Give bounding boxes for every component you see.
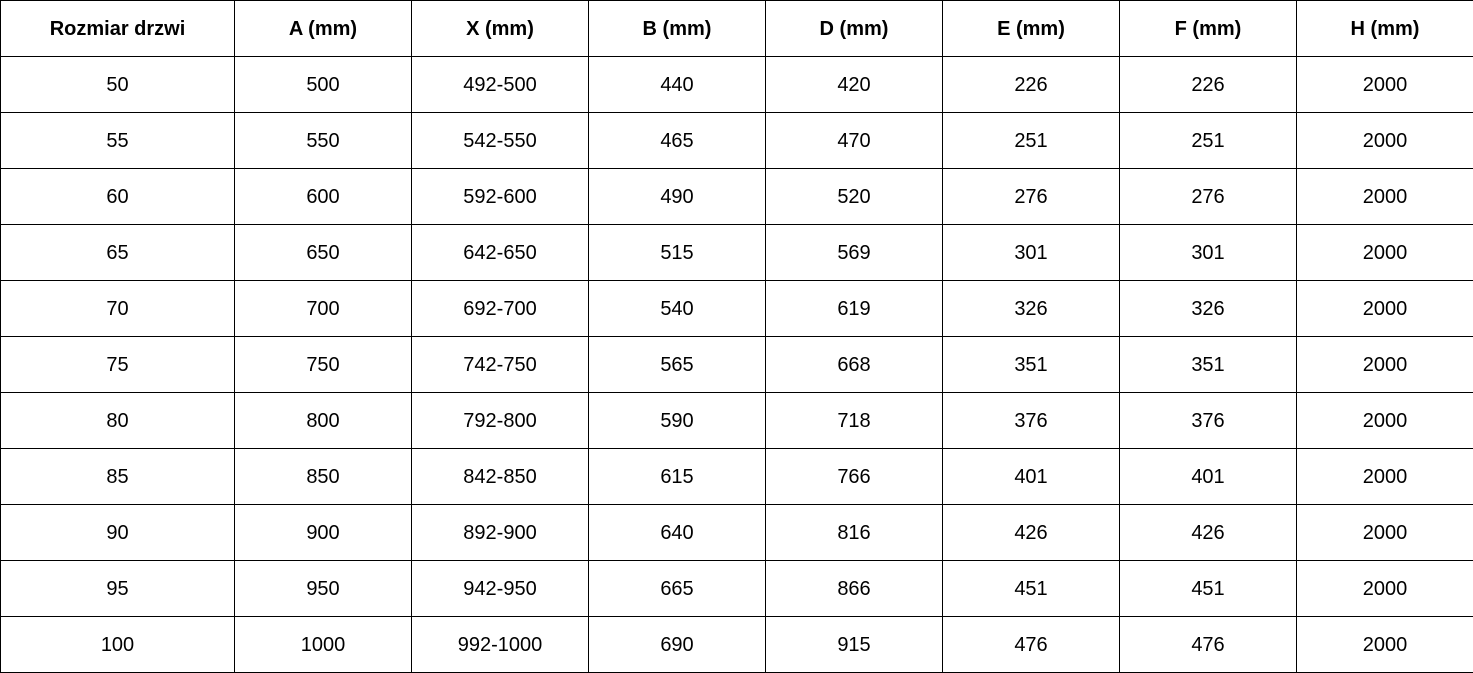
table-cell: 476 — [1120, 617, 1297, 673]
table-cell: 569 — [766, 225, 943, 281]
table-cell: 75 — [1, 337, 235, 393]
table-cell: 650 — [235, 225, 412, 281]
table-cell: 515 — [589, 225, 766, 281]
table-cell: 892-900 — [412, 505, 589, 561]
table-cell: 226 — [943, 57, 1120, 113]
table-cell: 376 — [943, 393, 1120, 449]
column-header: B (mm) — [589, 1, 766, 57]
table-cell: 401 — [1120, 449, 1297, 505]
table-cell: 590 — [589, 393, 766, 449]
table-cell: 816 — [766, 505, 943, 561]
table-cell: 2000 — [1297, 449, 1473, 505]
column-header: A (mm) — [235, 1, 412, 57]
header-row — [1, 1, 1473, 57]
table-cell: 2000 — [1297, 113, 1473, 169]
table-cell: 60 — [1, 169, 235, 225]
table-cell: 251 — [1120, 113, 1297, 169]
table-row — [1, 113, 1473, 169]
column-header: E (mm) — [943, 1, 1120, 57]
table-cell: 619 — [766, 281, 943, 337]
table-row — [1, 561, 1473, 617]
table-cell: 642-650 — [412, 225, 589, 281]
table-cell: 842-850 — [412, 449, 589, 505]
table-cell: 615 — [589, 449, 766, 505]
table-cell: 992-1000 — [412, 617, 589, 673]
table-cell: 550 — [235, 113, 412, 169]
table-body — [1, 57, 1473, 673]
table-cell: 251 — [943, 113, 1120, 169]
table-cell: 326 — [943, 281, 1120, 337]
table-cell: 718 — [766, 393, 943, 449]
table-cell: 476 — [943, 617, 1120, 673]
table-cell: 866 — [766, 561, 943, 617]
table-cell: 1000 — [235, 617, 412, 673]
table-cell: 426 — [943, 505, 1120, 561]
table-cell: 276 — [943, 169, 1120, 225]
table-row — [1, 225, 1473, 281]
table-cell: 351 — [1120, 337, 1297, 393]
table-cell: 692-700 — [412, 281, 589, 337]
table-cell: 690 — [589, 617, 766, 673]
table-cell: 301 — [943, 225, 1120, 281]
table-cell: 351 — [943, 337, 1120, 393]
table-cell: 451 — [943, 561, 1120, 617]
table-cell: 85 — [1, 449, 235, 505]
table-cell: 565 — [589, 337, 766, 393]
column-header: Rozmiar drzwi — [1, 1, 235, 57]
table-cell: 376 — [1120, 393, 1297, 449]
table-cell: 451 — [1120, 561, 1297, 617]
table-cell: 2000 — [1297, 393, 1473, 449]
table-cell: 2000 — [1297, 169, 1473, 225]
table-cell: 742-750 — [412, 337, 589, 393]
table-cell: 700 — [235, 281, 412, 337]
table-cell: 276 — [1120, 169, 1297, 225]
table-row — [1, 617, 1473, 673]
table-cell: 301 — [1120, 225, 1297, 281]
table-cell: 100 — [1, 617, 235, 673]
table-row — [1, 337, 1473, 393]
table-row — [1, 169, 1473, 225]
table-cell: 465 — [589, 113, 766, 169]
table-cell: 750 — [235, 337, 412, 393]
table-cell: 470 — [766, 113, 943, 169]
table-cell: 2000 — [1297, 337, 1473, 393]
table-cell: 900 — [235, 505, 412, 561]
table-cell: 420 — [766, 57, 943, 113]
table-row — [1, 393, 1473, 449]
table-cell: 2000 — [1297, 281, 1473, 337]
table-cell: 401 — [943, 449, 1120, 505]
table-cell: 792-800 — [412, 393, 589, 449]
table-cell: 800 — [235, 393, 412, 449]
table-cell: 540 — [589, 281, 766, 337]
table-cell: 490 — [589, 169, 766, 225]
table-cell: 766 — [766, 449, 943, 505]
table-cell: 440 — [589, 57, 766, 113]
table-row — [1, 57, 1473, 113]
table-cell: 600 — [235, 169, 412, 225]
column-header: F (mm) — [1120, 1, 1297, 57]
table-row — [1, 281, 1473, 337]
table-row — [1, 505, 1473, 561]
table-cell: 668 — [766, 337, 943, 393]
table-cell: 326 — [1120, 281, 1297, 337]
table-cell: 70 — [1, 281, 235, 337]
table-cell: 2000 — [1297, 561, 1473, 617]
table-cell: 950 — [235, 561, 412, 617]
table-cell: 55 — [1, 113, 235, 169]
table-cell: 850 — [235, 449, 412, 505]
column-header: D (mm) — [766, 1, 943, 57]
table-row — [1, 449, 1473, 505]
column-header: H (mm) — [1297, 1, 1473, 57]
table-cell: 90 — [1, 505, 235, 561]
table-cell: 915 — [766, 617, 943, 673]
table-cell: 65 — [1, 225, 235, 281]
table-cell: 500 — [235, 57, 412, 113]
table-cell: 640 — [589, 505, 766, 561]
table-cell: 520 — [766, 169, 943, 225]
column-header: X (mm) — [412, 1, 589, 57]
table-cell: 50 — [1, 57, 235, 113]
table-cell: 2000 — [1297, 225, 1473, 281]
table-cell: 226 — [1120, 57, 1297, 113]
table-cell: 2000 — [1297, 505, 1473, 561]
table-cell: 2000 — [1297, 617, 1473, 673]
table-cell: 942-950 — [412, 561, 589, 617]
table-cell: 426 — [1120, 505, 1297, 561]
table-cell: 2000 — [1297, 57, 1473, 113]
table-cell: 492-500 — [412, 57, 589, 113]
table-cell: 542-550 — [412, 113, 589, 169]
table-cell: 95 — [1, 561, 235, 617]
table-cell: 665 — [589, 561, 766, 617]
table-cell: 592-600 — [412, 169, 589, 225]
table-cell: 80 — [1, 393, 235, 449]
